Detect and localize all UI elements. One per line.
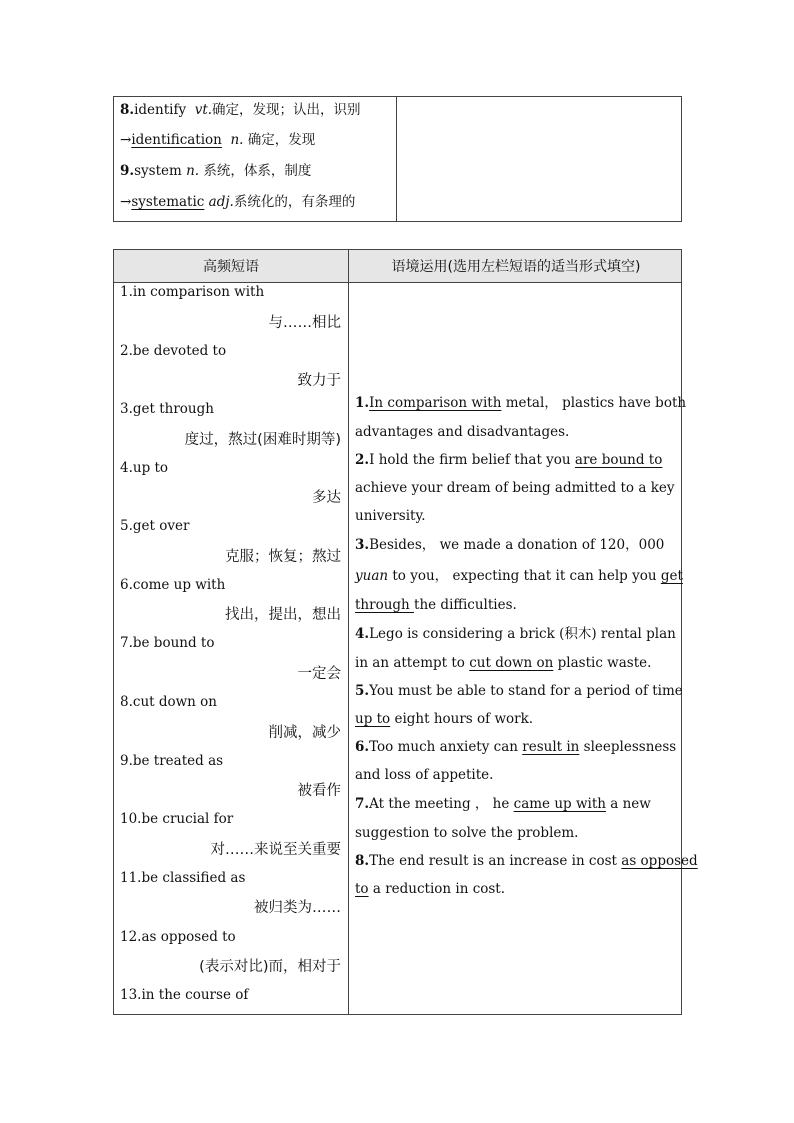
exercise-3-line3 — [355, 596, 517, 614]
vocab-word: system — [134, 163, 182, 179]
exercise-text: Lego is considering a brick (积木) rental plan — [369, 626, 676, 642]
exercise-number: 8. — [355, 853, 370, 869]
vocab-meaning: 确定，发现；认出，识别 — [212, 102, 361, 118]
answer-blank: as opposed — [621, 853, 698, 869]
phrase-en: 2.be devoted to — [120, 343, 227, 359]
vocab-word: identify — [134, 102, 187, 118]
phrase-zh: 致力于 — [297, 373, 341, 389]
exercise-1 — [355, 394, 686, 412]
exercise-8 — [355, 852, 698, 870]
exercise-6-line2: and loss of appetite. — [355, 767, 494, 783]
exercise-5-line2 — [355, 710, 533, 728]
vocab-meaning: 系统，体系，制度 — [203, 163, 312, 179]
answer-blank: get — [660, 568, 683, 584]
answer-blank: to — [355, 881, 369, 897]
exercise-number: 5. — [355, 683, 370, 699]
answer-blank: cut down on — [469, 655, 554, 671]
exercise-text: a new — [605, 796, 651, 812]
vocab-line-identify — [120, 101, 361, 119]
exercise-4-line2 — [355, 654, 651, 672]
part-of-speech: n. — [186, 163, 200, 179]
phrase-en: 4.up to — [120, 460, 169, 476]
phrase-en: 9.be treated as — [120, 753, 224, 769]
exercise-number: 4. — [355, 626, 370, 642]
column-divider — [396, 97, 397, 221]
phrase-zh: 克服；恢复；熬过 — [225, 549, 341, 565]
phrase-zh: 削减，减少 — [268, 725, 341, 741]
exercise-text: in an attempt to — [355, 655, 470, 671]
item-number: 9. — [120, 163, 135, 179]
exercise-2 — [355, 451, 662, 469]
header-context-use: 语境运用(选用左栏短语的适当形式填空) — [391, 259, 641, 275]
exercise-text: to you， expecting that it can help you — [388, 568, 661, 584]
header-phrases: 高频短语 — [203, 259, 259, 275]
exercise-7-line2: suggestion to solve the problem. — [355, 825, 579, 841]
part-of-speech: adj. — [208, 194, 234, 210]
phrase-zh: 多达 — [312, 490, 341, 506]
exercise-1-line2: advantages and disadvantages. — [355, 424, 570, 440]
exercise-number: 2. — [355, 452, 370, 468]
exercise-text: eight hours of work. — [390, 711, 534, 727]
exercise-number: 6. — [355, 739, 370, 755]
exercise-text: a reduction in cost. — [368, 881, 506, 897]
part-of-speech: vt. — [194, 102, 213, 118]
exercise-2-line3: university. — [355, 508, 426, 524]
exercise-number: 3. — [355, 537, 370, 553]
phrase-zh: 一定会 — [297, 666, 341, 682]
exercise-8-line2 — [355, 880, 505, 898]
exercise-text: Besides， we made a donation of 120，000 — [369, 537, 665, 553]
answer-blank: In comparison with — [369, 395, 502, 411]
answer-blank: are bound to — [574, 452, 663, 468]
exercise-text: yuan — [355, 568, 389, 584]
vocab-meaning: 确定，发现 — [247, 132, 316, 148]
vocab-line-systematic — [120, 193, 355, 211]
phrase-en: 1.in comparison with — [120, 284, 265, 300]
column-divider — [348, 250, 349, 1014]
exercise-3-line2 — [355, 567, 683, 585]
item-number: 8. — [120, 102, 135, 118]
phrase-zh: (表示对比)而，相对于 — [199, 959, 341, 975]
exercise-text: At the meeting ， he — [369, 796, 514, 812]
phrase-zh: 度过，熬过(困难时期等) — [184, 432, 341, 448]
exercise-2-line2: achieve your dream of being admitted to a key — [355, 480, 675, 496]
arrow-icon: → — [120, 194, 132, 210]
vocab-meaning: 系统化的，有条理的 — [233, 194, 356, 210]
phrase-zh: 被归类为…… — [254, 900, 341, 916]
exercise-text: I hold the firm belief that you — [369, 452, 575, 468]
exercise-4 — [355, 625, 676, 643]
phrase-en: 6.come up with — [120, 577, 226, 593]
exercise-7 — [355, 795, 651, 813]
phrase-en: 8.cut down on — [120, 694, 217, 710]
arrow-icon: → — [120, 132, 132, 148]
phrase-zh: 对……来说至关重要 — [210, 842, 341, 858]
phrase-en: 10.be crucial for — [120, 811, 234, 827]
exercise-text: The end result is an increase in cost — [369, 853, 622, 869]
answer-blank: up to — [355, 711, 391, 727]
phrase-en: 13.in the course of — [120, 987, 249, 1003]
part-of-speech: n. — [230, 132, 244, 148]
answer-blank: came up with — [513, 796, 606, 812]
exercise-5 — [355, 682, 683, 700]
phrase-table — [113, 249, 698, 1015]
phrase-zh: 找出，提出，想出 — [225, 607, 341, 623]
answer-blank: through — [355, 597, 415, 613]
exercise-text: metal， plastics have both — [501, 395, 687, 411]
phrase-en: 5.get over — [120, 518, 190, 534]
phrase-en: 3.get through — [120, 401, 214, 417]
vocab-table — [113, 96, 682, 222]
phrase-zh: 与……相比 — [268, 315, 341, 331]
exercise-text: plastic waste. — [553, 655, 652, 671]
phrase-en: 11.be classified as — [120, 870, 246, 886]
exercise-6 — [355, 738, 676, 756]
vocab-line-identification — [120, 131, 315, 149]
exercise-number: 1. — [355, 395, 370, 411]
vocab-answer: identification — [131, 132, 222, 148]
phrase-zh: 被看作 — [297, 783, 341, 799]
exercise-text: sleeplessness — [579, 739, 677, 755]
exercise-3 — [355, 536, 664, 554]
exercise-text: the difficulties. — [414, 597, 517, 613]
vocab-answer: systematic — [131, 194, 205, 210]
exercise-text: Too much anxiety can — [369, 739, 523, 755]
phrase-en: 12.as opposed to — [120, 929, 236, 945]
answer-blank: result in — [522, 739, 580, 755]
phrase-en: 7.be bound to — [120, 635, 215, 651]
vocab-line-system — [120, 162, 311, 180]
exercise-text: You must be able to stand for a period of time — [369, 683, 683, 699]
exercise-number: 7. — [355, 796, 370, 812]
